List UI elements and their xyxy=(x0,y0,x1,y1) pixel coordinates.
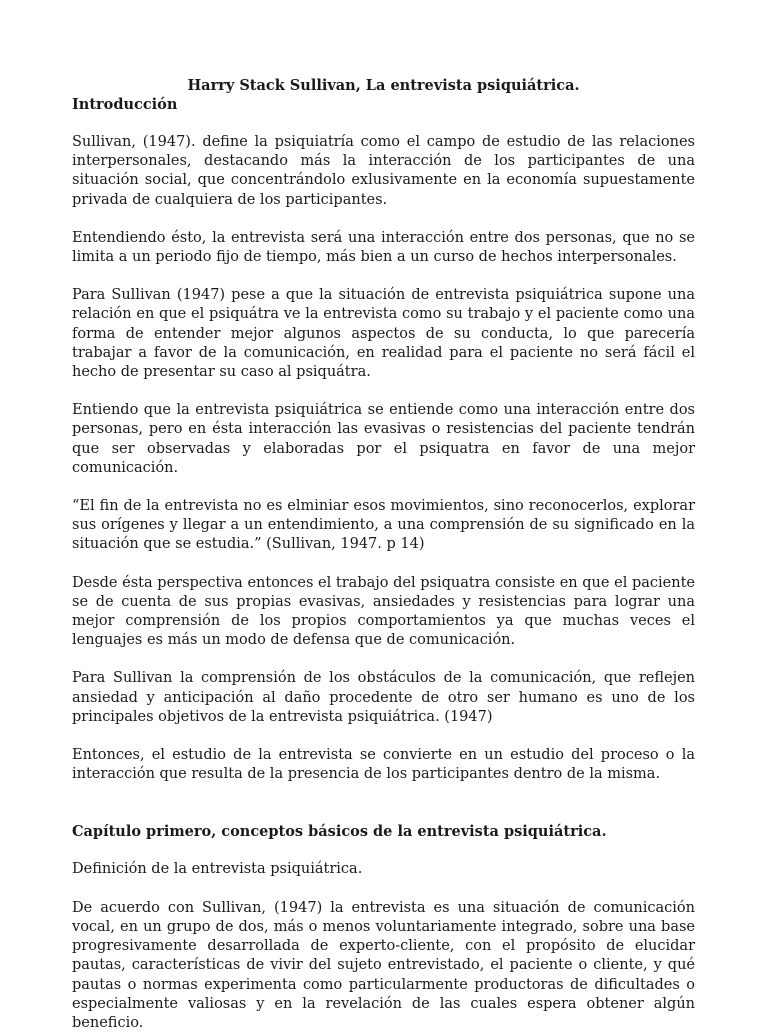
paragraph-7: Para Sullivan la comprensión de los obstáculos de la comunicación, que reflejen ansiedad y anticipación al daño procedente de otro ser humano es uno de los principales objetivos de la entrevista psiquiátrica. (1947) xyxy=(72,670,695,725)
paragraph-1: Sullivan, (1947). define la psiquiatría como el campo de estudio de las relaciones interpersonales, destacando más la interacción de los participantes de una situación social, que concentrándolo exlusivamente en la economía supuestamente privada de cualquiera de los participantes. xyxy=(72,134,695,208)
paragraph-6: Desde ésta perspectiva entonces el trabajo del psiquatra consiste en que el paciente se de cuenta de sus propias evasivas, ansiedades y resistencias para lograr una mejor comprensión de los propios comportamientos ya que muchas veces el lenguajes es más un modo de defensa que de comunicación. xyxy=(72,574,695,649)
section-spacer xyxy=(72,803,695,822)
paragraph-2: Entendiendo ésto, la entrevista será una interacción entre dos personas, que no se limita a un periodo fijo de tiempo, más bien a un curso de hechos interpersonales. xyxy=(72,229,695,266)
paragraph-4: Entiendo que la entrevista psiquiátrica se entiende como una interacción entre dos personas, pero en ésta interacción las evasivas o resistencias del paciente tendrán que ser observadas y elaboradas por el psiquatra en favor de una mejor comunicación. xyxy=(72,402,695,476)
introduction-heading: Introducción xyxy=(72,96,178,113)
paragraph-8: Entonces, el estudio de la entrevista se convierte en un estudio del proceso o la interacción que resulta de la presencia de los participantes dentro de la misma. xyxy=(72,747,695,783)
paragraph-3: Para Sullivan (1947) pese a que la situación de entrevista psiquiátrica supone una relación en que el psiquátra ve la entrevista como su trabajo y el paciente como una forma de entender mejor algunos aspectos de su conducta, lo que parecería trabajar a favor de la comunicación, en realidad para el paciente no será fácil el hecho de presentar su caso al psiquátra. xyxy=(72,287,695,381)
chapter-heading: Capítulo primero, conceptos básicos de la entrevista psiquiátrica. xyxy=(72,823,607,841)
definition-subheading: Definición de la entrevista psiquiátrica. xyxy=(72,861,363,878)
quote-paragraph: “El fin de la entrevista no es elminiar esos movimientos, sino reconocerlos, explorar sus orígenes y llegar a un entendimiento, a una comprensión de su significado en la situación que se estudia.” (Sullivan, 1947. p 14) xyxy=(72,498,695,553)
definition-paragraph: De acuerdo con Sullivan, (1947) la entrevista es una situación de comunicación vocal, en un grupo de dos, más o menos voluntariamente integrado, sobre una base progresivamente desarrollada de experto-cliente, con el propósito de elucidar pautas, características de vivir del sujeto entrevistado, el paciente o cliente, y qué pautas o normas experimenta como particularmente productoras de dificultades o especialmente valiosas y en la revelación de las cuales espera obtener algún beneficio. xyxy=(72,899,695,1031)
document-title: Harry Stack Sullivan, La entrevista psiquiátrica. xyxy=(187,77,580,94)
